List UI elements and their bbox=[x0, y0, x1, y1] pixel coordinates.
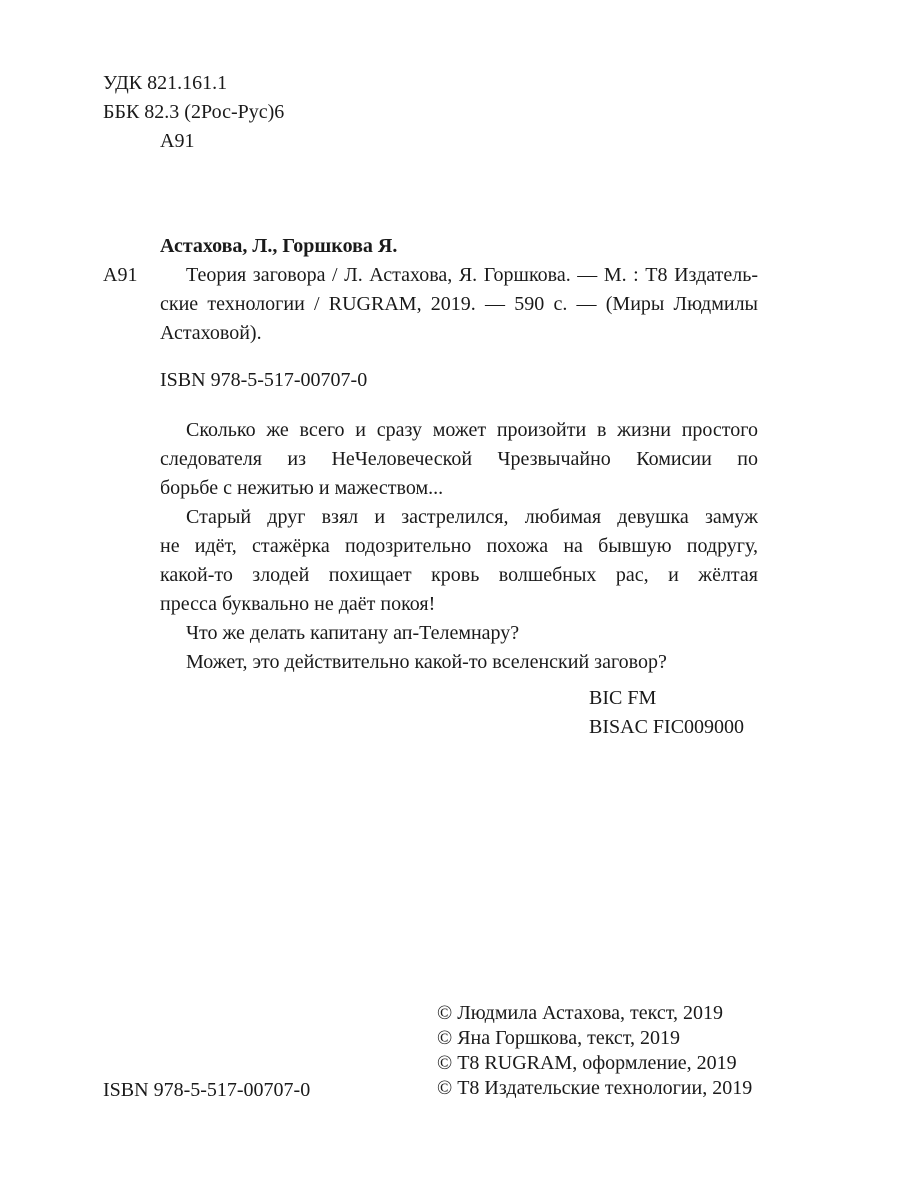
catalog-description bbox=[160, 261, 758, 348]
annotation bbox=[160, 416, 758, 677]
bbk-code: ББК 82.3 (2Рос-Рус)6 bbox=[103, 101, 285, 123]
copyright-block bbox=[437, 1001, 752, 1101]
annotation-line: следователя из НеЧеловеческой Чрезвычайно Комисии по bbox=[160, 448, 758, 470]
annotation-line: Может, это действительно какой-то вселенский заговор? bbox=[186, 651, 667, 673]
copyright-line: © Людмила Астахова, текст, 2019 bbox=[437, 1002, 724, 1024]
annotation-line: пресса буквально не даёт покоя! bbox=[160, 593, 436, 615]
author-mark: А91 bbox=[160, 130, 195, 152]
copyright-line: © Яна Горшкова, текст, 2019 bbox=[437, 1027, 681, 1049]
footer-isbn: ISBN 978-5-517-00707-0 bbox=[103, 1079, 311, 1101]
annotation-line: Что же делать капитану ап-Телемнару? bbox=[186, 622, 520, 644]
annotation-line: какой-то злодей похищает кровь волшебных рас, и жёлтая bbox=[160, 564, 758, 586]
udk-code: УДК 821.161.1 bbox=[103, 72, 228, 94]
classification-block bbox=[103, 69, 284, 156]
catalog-author-mark: А91 bbox=[103, 264, 138, 286]
annotation-line: Старый друг взял и застрелился, любимая девушка замуж bbox=[186, 506, 758, 528]
annotation-line: Сколько же всего и сразу может произойти в жизни простого bbox=[186, 419, 758, 441]
catalog-authors: Астахова, Л., Горшкова Я. bbox=[160, 235, 398, 257]
subject-codes bbox=[589, 684, 744, 742]
catalog-isbn: ISBN 978-5-517-00707-0 bbox=[160, 369, 368, 391]
copyright-line: © Т8 RUGRAM, оформление, 2019 bbox=[437, 1052, 737, 1074]
bic-code: BIC FM bbox=[589, 687, 657, 709]
catalog-line: Теория заговора / Л. Астахова, Я. Горшкова. — М. : Т8 Издатель- bbox=[186, 264, 758, 286]
annotation-line: не идёт, стажёрка подозрительно похожа на бывшую подругу, bbox=[160, 535, 758, 557]
catalog-line: Астаховой). bbox=[160, 322, 262, 344]
copyright-line: © Т8 Издательские технологии, 2019 bbox=[437, 1077, 753, 1099]
catalog-line: ские технологии / RUGRAM, 2019. — 590 с. — (Миры Людмилы bbox=[160, 293, 758, 315]
annotation-line: борьбе с нежитью и мажеством... bbox=[160, 477, 444, 499]
bisac-code: BISAC FIC009000 bbox=[589, 716, 745, 738]
